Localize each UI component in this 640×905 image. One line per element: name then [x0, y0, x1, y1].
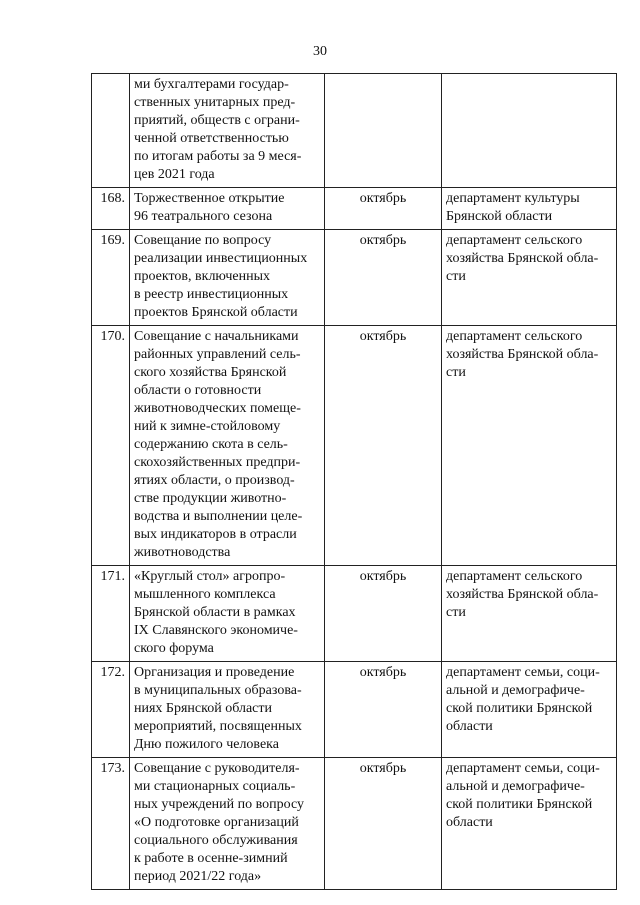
table-row: [92, 326, 617, 566]
event-date: октябрь: [325, 758, 442, 890]
row-number: 169.: [92, 230, 130, 326]
table-row: [92, 74, 617, 188]
row-number: 170.: [92, 326, 130, 566]
responsible-department: департамент семьи, соци- альной и демографиче- ской политики Брянской области: [442, 662, 617, 758]
event-description: Совещание с руководителя- ми стационарных социаль- ных учреждений по вопросу «О подготовке организаций социального обслуживания к работе в осенне-зимний период 2021/22 года»: [130, 758, 325, 890]
event-description: Совещание с начальниками районных управлений сель- ского хозяйства Брянской области о готовности животноводческих помеще- ний к зимне-стойловому содержанию скота в сель- скохозяйственных предпри- ятиях области, о производ- стве продукции животно- водства и выполнении целе- вых индикаторов в отрасли животноводства: [130, 326, 325, 566]
table-row: [92, 230, 617, 326]
event-date: октябрь: [325, 230, 442, 326]
page-number: 30: [313, 44, 327, 59]
table-row: [92, 662, 617, 758]
table-row: [92, 758, 617, 890]
table-row: [92, 566, 617, 662]
events-table: [91, 73, 617, 890]
responsible-department: департамент сельского хозяйства Брянской обла- сти: [442, 230, 617, 326]
event-date: [325, 74, 442, 188]
event-description: Совещание по вопросу реализации инвестиционных проектов, включенных в реестр инвестиционных проектов Брянской области: [130, 230, 325, 326]
event-date: октябрь: [325, 662, 442, 758]
row-number: 172.: [92, 662, 130, 758]
responsible-department: департамент сельского хозяйства Брянской обла- сти: [442, 566, 617, 662]
responsible-department: департамент культуры Брянской области: [442, 188, 617, 230]
event-date: октябрь: [325, 566, 442, 662]
row-number: 173.: [92, 758, 130, 890]
responsible-department: [442, 74, 617, 188]
event-description: ми бухгалтерами государ- ственных унитарных пред- приятий, обществ с ограни- ченной ответственностью по итогам работы за 9 меся- цев 2021 года: [130, 74, 325, 188]
event-description: Организация и проведение в муниципальных образова- ниях Брянской области мероприятий, посвященных Дню пожилого человека: [130, 662, 325, 758]
row-number: [92, 74, 130, 188]
event-date: октябрь: [325, 326, 442, 566]
responsible-department: департамент семьи, соци- альной и демографиче- ской политики Брянской области: [442, 758, 617, 890]
event-date: октябрь: [325, 188, 442, 230]
event-description: «Круглый стол» агропро- мышленного комплекса Брянской области в рамках IX Славянского экономиче- ского форума: [130, 566, 325, 662]
row-number: 171.: [92, 566, 130, 662]
row-number: 168.: [92, 188, 130, 230]
responsible-department: департамент сельского хозяйства Брянской обла- сти: [442, 326, 617, 566]
table-row: [92, 188, 617, 230]
event-description: Торжественное открытие 96 театрального сезона: [130, 188, 325, 230]
